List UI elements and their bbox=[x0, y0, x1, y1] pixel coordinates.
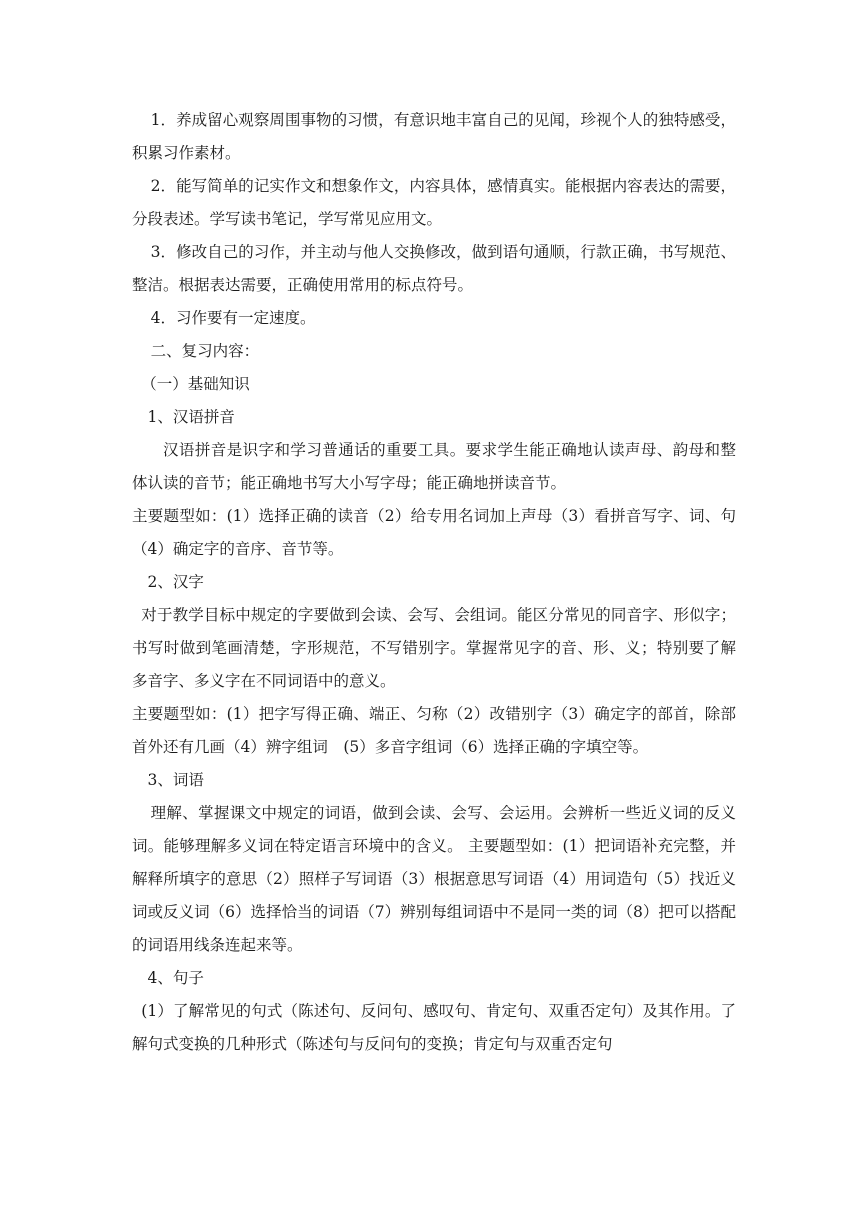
document-page bbox=[132, 104, 752, 1061]
section-2-heading: 二、复习内容： bbox=[150, 342, 260, 360]
topic-1-types: 主要题型如：(1）选择正确的读音（2）给专用名词加上声母（3）看拼音写字、词、句 （4）确定字的音序、音节等。 bbox=[132, 507, 752, 558]
goal-3: 3．修改自己的习作，并主动与他人交换修改，做到语句通顺，行款正确，书写规范、整洁。根据表达需要，正确使用常用的标点符号。 bbox=[132, 243, 736, 294]
topic-2-types: 主要题型如：(1）把字写得正确、端正、匀称（2）改错别字（3）确定字的部首，除部首外还有几画（4）辨字组词 (5）多音字组词（6）选择正确的字填空等。 bbox=[132, 705, 736, 756]
topic-1-heading: 1、汉语拼音 bbox=[147, 408, 235, 426]
topic-3-body: 理解、掌握课文中规定的词语，做到会读、会写、会运用。会辨析一些近义词的反义词。能够理解多义词在特定语言环境中的含义。 主要题型如：(1）把词语补充完整，并解释所填字的意思（2）照样子写词语（3）根据意思写词语（4）用词造句（5）找近义词或反义词（6）选择恰当的词语（7）辨别每组词语中不是同一类的词（8）把可以搭配的词语用线条连起来等。 bbox=[132, 804, 736, 954]
topic-4-heading: 4、句子 bbox=[147, 969, 204, 987]
goal-1: 1．养成留心观察周围事物的习惯，有意识地丰富自己的见闻，珍视个人的独特感受，积累习作素材。 bbox=[132, 111, 736, 162]
topic-4-body: (1）了解常见的句式（陈述句、反问句、感叹句、肯定句、双重否定句）及其作用。了解句式变换的几种形式（陈述句与反问句的变换；肯定句与双重否定句 bbox=[132, 1002, 736, 1053]
topic-3-heading: 3、词语 bbox=[147, 771, 204, 789]
goal-4: 4．习作要有一定速度。 bbox=[150, 309, 316, 327]
topic-1-body: 汉语拼音是识字和学习普通话的重要工具。要求学生能正确地认读声母、韵母和整体认读的音节；能正确地书写大小写字母；能正确地拼读音节。 bbox=[132, 441, 736, 492]
topic-2-heading: 2、汉字 bbox=[147, 573, 204, 591]
goal-2: 2．能写简单的记实作文和想象作文，内容具体，感情真实。能根据内容表达的需要，分段表述。学写读书笔记，学写常见应用文。 bbox=[132, 177, 736, 228]
topic-2-body: 对于教学目标中规定的字要做到会读、会写、会组词。能区分常见的同音字、形似字；书写时做到笔画清楚，字形规范，不写错别字。掌握常见字的音、形、义；特别要了解多音字、多义字在不同词语中的意义。 bbox=[132, 606, 736, 690]
subsection-1-heading: （一）基础知识 bbox=[141, 375, 250, 393]
